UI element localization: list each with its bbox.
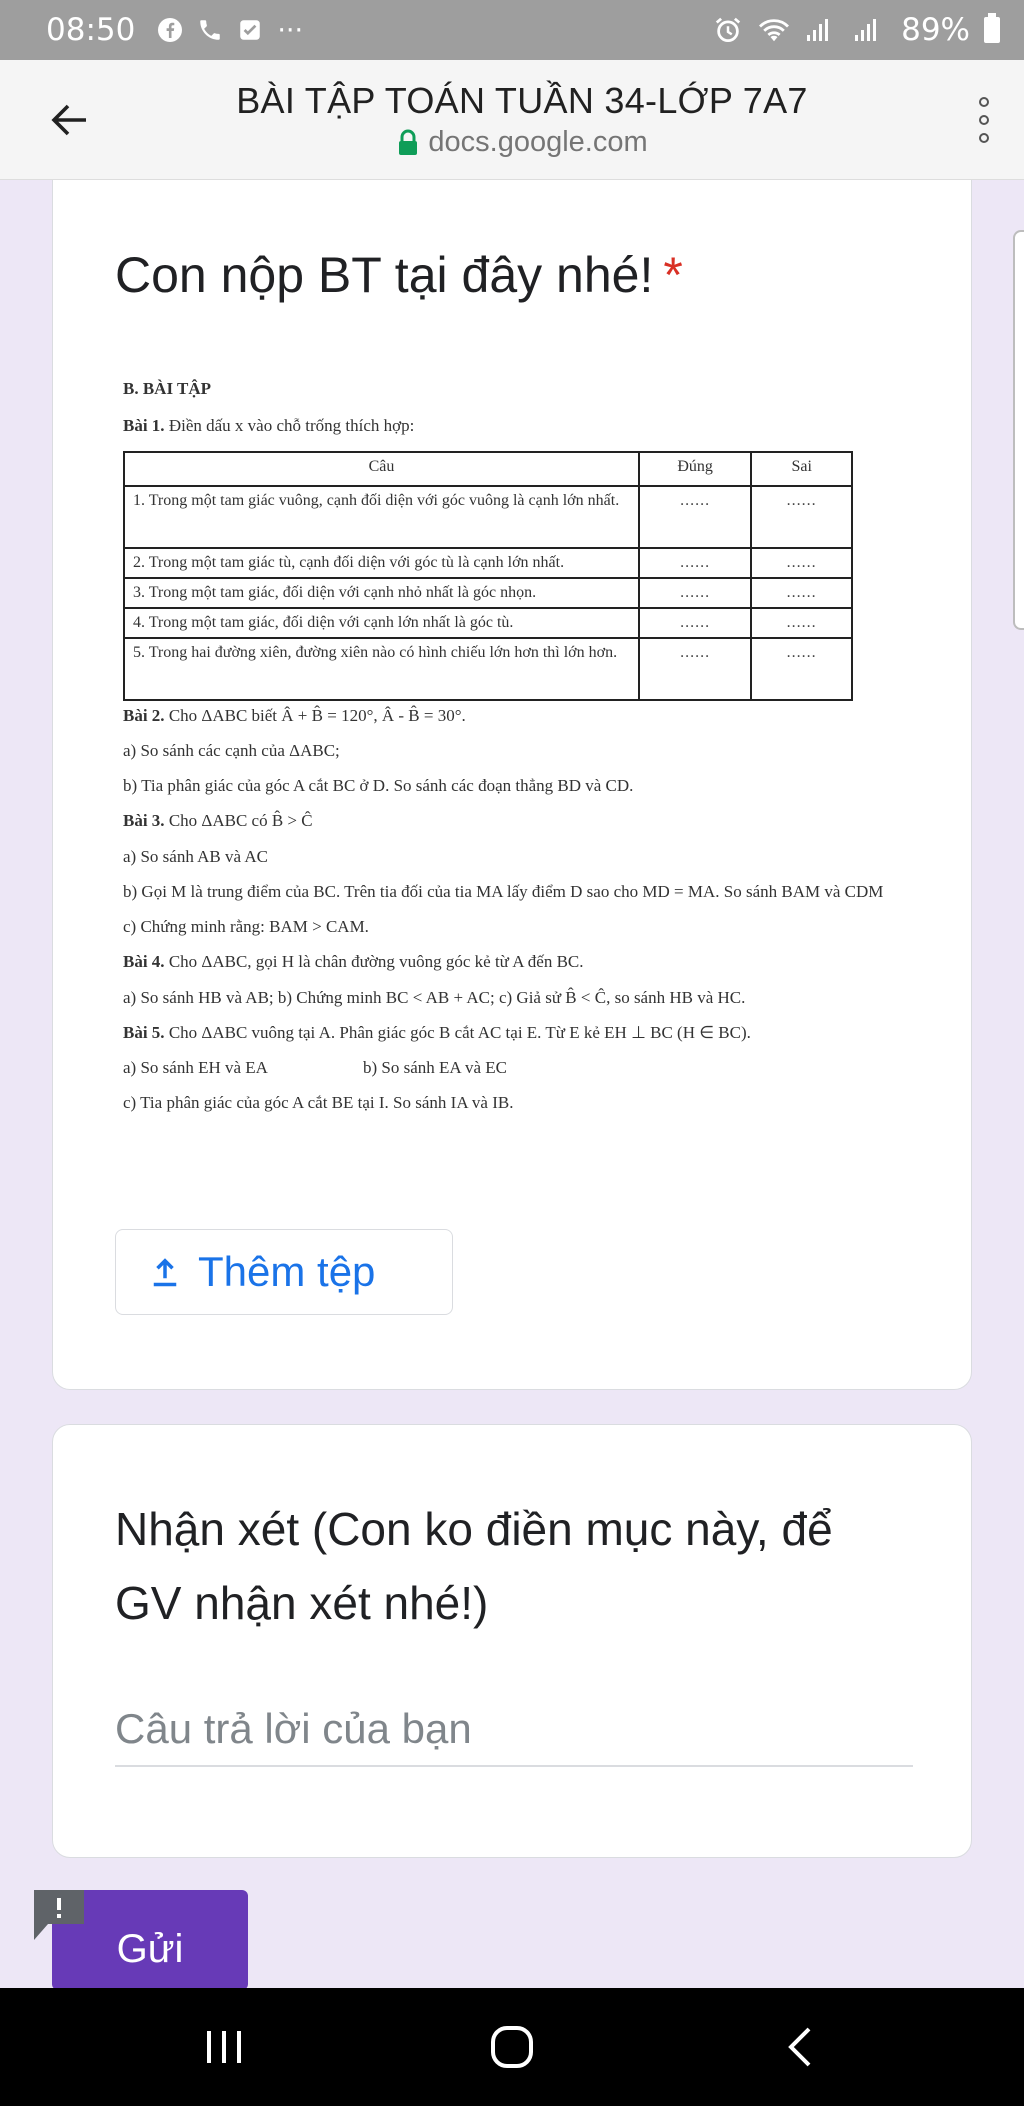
alarm-icon [713,15,743,45]
bai2: Bài 2. Cho ΔABC biết Â + B̂ = 120°, Â - B̂ = 30°. [123,705,466,725]
bai1: Bài 1. Điền dấu x vào chỗ trống thích hợp: [123,416,415,436]
worksheet-image [123,378,913,1128]
system-nav-bar [0,1988,1024,2106]
home-button[interactable] [462,2007,562,2087]
battery-icon [984,17,1000,43]
more-menu-button[interactable] [944,60,1024,180]
recents-icon [205,2029,243,2065]
recent-apps-button[interactable] [174,2007,274,2087]
chevron-left-icon [785,2025,815,2069]
table-header: Đúng [639,452,751,486]
home-icon [489,2024,535,2070]
status-bar [0,0,1024,60]
report-flag-icon [34,1890,84,1940]
upload-icon [150,1255,180,1289]
lock-icon [396,129,420,157]
signal-icon [805,17,839,43]
table-row: 5. Trong hai đường xiên, đường xiên nào có hình chiếu lớn hơn thì lớn hơn. ...... ...... [124,638,852,700]
worksheet-table [123,451,853,701]
scrollbar-thumb[interactable] [1013,230,1024,630]
question-card-comment [52,1424,972,1858]
bai5-c: c) Tia phân giác của góc A cắt BE tại I. So sánh IA và IB. [123,1093,514,1113]
table-row: 2. Trong một tam giác tù, cạnh đối diện với góc tù là cạnh lớn nhất. ...... ...... [124,548,852,578]
wifi-icon [757,16,791,44]
bai2-b: b) Tia phân giác của góc A cắt BC ở D. So sánh các đoạn thẳng BD và CD. [123,776,634,795]
table-row: 1. Trong một tam giác vuông, cạnh đối diện với góc vuông là cạnh lớn nhất. ...... ...... [124,486,852,548]
bai3-c: c) Chứng minh rằng: BAM > CAM. [123,917,369,936]
back-nav-button[interactable] [750,2007,850,2087]
back-button[interactable] [0,60,140,180]
phone-icon [197,17,223,43]
table-header: Sai [751,452,852,486]
arrow-left-icon [46,96,94,144]
more-notifications: ··· [277,14,304,46]
facebook-icon [157,17,183,43]
more-vert-icon [976,94,992,146]
required-marker: * [663,247,683,303]
bai4-parts: a) So sánh HB và AB; b) Chứng minh BC < AB + AC; c) Giả sử B̂ < Ĉ, so sánh HB và HC. [123,987,746,1007]
table-header: Câu [124,452,639,486]
page-title: BÀI TẬP TOÁN TUẦN 34-LỚP 7A7 [236,80,808,121]
bai3: Bài 3. Cho ΔABC có B̂ > Ĉ [123,811,313,831]
question-title: Con nộp BT tại đây nhé! * [115,247,683,303]
signal-icon-2 [853,17,887,43]
clock: 08:50 [46,12,136,48]
browser-toolbar [0,60,1024,180]
answer-input[interactable]: Câu trả lời của bạn [115,1705,913,1767]
worksheet-heading: B. BÀI TẬP [123,379,212,398]
question-title: Nhận xét (Con ko điền mục này, để GV nhận xét nhé!) [115,1503,833,1629]
url-row [140,126,904,159]
add-file-label: Thêm tệp [198,1248,376,1295]
submit-label: Gửi [116,1926,184,1971]
bai5-ab: a) So sánh EH và EA b) So sánh EA và EC [123,1058,508,1077]
bai4: Bài 4. Cho ΔABC, gọi H là chân đường vuông góc kẻ từ A đến BC. [123,952,584,972]
url-text: docs.google.com [428,126,648,158]
bai3-a: a) So sánh AB và AC [123,846,268,866]
table-row: 3. Trong một tam giác, đối diện với cạnh nhỏ nhất là góc nhọn. ...... ...... [124,578,852,608]
check-icon [237,17,263,43]
question-card-upload [52,180,972,1390]
battery-percent: 89% [901,12,970,48]
bai3-b: b) Gọi M là trung điểm của BC. Trên tia đối của tia MA lấy điểm D sao cho MD = MA. So sánh BAM và CDM [123,881,884,901]
table-row: 4. Trong một tam giác, đối diện với cạnh lớn nhất là góc tù. ...... ...... [124,608,852,638]
bai5: Bài 5. Cho ΔABC vuông tại A. Phân giác góc B cắt AC tại E. Từ E kẻ EH ⊥ BC (H ∈ BC). [123,1022,751,1042]
bai2-a: a) So sánh các cạnh của ΔABC; [123,740,340,760]
add-file-button[interactable] [115,1229,453,1315]
title-area [140,80,944,159]
